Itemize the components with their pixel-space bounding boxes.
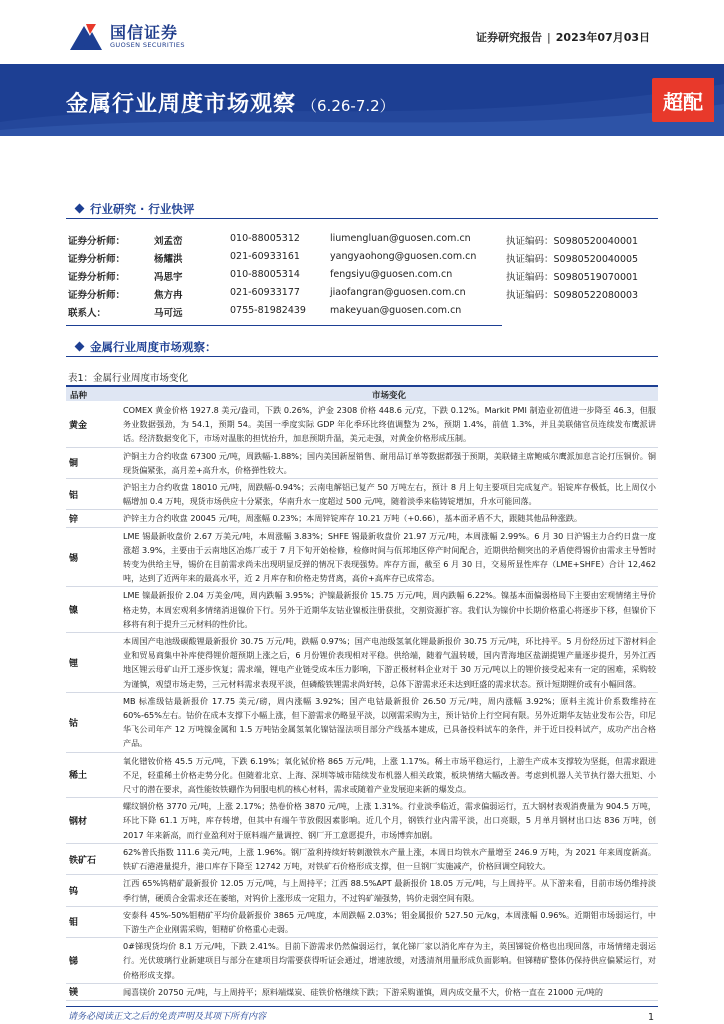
table-row <box>66 448 658 479</box>
table-row <box>66 510 658 527</box>
section-industry-research <box>76 201 194 217</box>
section-title: 金属行业周度市场观察： <box>90 340 217 354</box>
analyst-role: 联系人： <box>68 308 107 319</box>
row-description: LME 镍最新报价 2.04 万美金/吨，周内跌幅 3.95%；沪镍最新报价 15.75 万元/吨，周内跌幅 6.22%。镍基本面偏弱格局下主要由宏观情绪主导价格走势，本周宏观利多情绪消退镍价下行。另外于近期华友钴业镍板注册获批，交割资源扩容。我们认为镍价中长期价格重心将逐步下移，但镍价下移将有利于提升三元材料的性价比。 <box>123 590 656 629</box>
section-market-observation <box>76 339 217 355</box>
brand-name-en: GUOSEN SECURITIES <box>110 41 185 49</box>
analyst-role: 证券分析师： <box>68 272 126 283</box>
analyst-row <box>68 233 668 251</box>
row-description: 江西 65%钨精矿最新报价 12.05 万元/吨，与上周持平；江西 88.5%APT 最新报价 18.05 万元/吨，与上周持平。从下游来看，目前市场仍维持淡季行情，硬质合金需求还在萎缩，对钨价上涨形成一定阻力，不过钨矿端强势，钨价走弱空间有限。 <box>123 878 656 903</box>
table-row <box>66 402 658 448</box>
analyst-role: 证券分析师： <box>68 236 126 247</box>
analyst-license: 执证编码：S0980519070001 <box>506 272 639 283</box>
column-header-category: 品种 <box>70 391 88 401</box>
row-description: COMEX 黄金价格 1927.8 美元/盎司，下跌 0.26%，沪金 2308 价格 448.6 元/克，下跌 0.12%。Markit PMI 制造业初值进一步降至 46.3，但服务业数据强劲，为 54.1，预期 54。美国一季度实际 GDP 年化季环比终值调整为 2%，预期 1.4%，前值 1.3%，并且美联储官员连续发布鹰派讲话。经济数据变化下，市场对温胀的担忧抬升，加息预期升温，美元走强，对黄金价格形成压制。 <box>123 405 656 444</box>
analyst-email[interactable]: jiaofangran@guosen.com.cn <box>330 287 466 298</box>
analyst-row <box>68 305 668 323</box>
analyst-row <box>68 269 668 287</box>
rating-badge: 超配 <box>652 78 714 122</box>
table-row <box>66 633 658 693</box>
analyst-license: 执证编码：S0980520040005 <box>506 254 639 265</box>
analyst-name: 焦方冉 <box>154 290 183 301</box>
row-description: 本周国产电池级碳酸锂最新报价 30.75 万元/吨，跌幅 0.97%；国产电池级氢氧化锂最新报价 30.75 万元/吨，环比持平。5 月份经历过下游材料企业和贸易商集中补库使得锂价超预期上涨之后，6 月份锂价表现相对平稳。供给端，随着气温转暖，国内青海地区盐湖提锂产量逐步提升，另外江西地区锂云母矿山开工逐步恢复；需求端，锂电产业链受成本压力影响，下游正极材料企业对于 30 万元/吨以上的锂价接受起来有一定的困难，采购较为谨慎，观望市场走势，三元材料需求表现平淡，但磷酸铁锂需求尚好转，总体下游需求还未达到旺盛的需求状态。预计短期锂价或有小幅回落。 <box>123 636 656 689</box>
analyst-row <box>68 251 668 269</box>
analyst-license: 执证编码：S0980522080003 <box>506 290 639 301</box>
analyst-phone: 010-88005312 <box>230 233 300 244</box>
diamond-bullet-icon <box>75 204 85 214</box>
analyst-name: 马可远 <box>154 308 183 319</box>
table-row <box>66 753 658 799</box>
analyst-name: 刘孟峦 <box>154 236 183 247</box>
analyst-email[interactable]: makeyuan@guosen.com.cn <box>330 305 462 316</box>
row-category: 稀土 <box>69 771 88 782</box>
report-date: 2023年07月03日 <box>555 31 650 44</box>
guosen-logo-icon <box>66 20 106 54</box>
row-description: 氧化镨钕价格 45.5 万元/吨，下跌 6.19%；氧化铽价格 865 万元/吨，上涨 1.17%。稀土市场平稳运行，上游生产成本支撑较为坚挺，但需求跟进不足，轻重稀土价格走势分化。但随着北京、上海、深圳等城市陆续发布机器人相关政策，板块情绪大幅改善。考虑到机器人关节执行器大扭矩、小尺寸的潜在要求，高性能钕铁硼作为伺服电机的核心材料，需求或随着产业发展迎来新的爆发点。 <box>123 755 656 795</box>
row-description: MB 标准级钴最新报价 17.75 美元/磅，周内涨幅 3.92%；国产电钴最新报价 26.50 万元/吨，周内涨幅 3.92%；原料主流计价系数维持在 60%-65%左右。钴价在成本支撑下小幅上涨，但下游需求仍略显平淡，以刚需采购为主，预计钴价上行空间有限。另外近期华友钴业发布公告，印尼华飞公司年产 12 万吨镍金属和 1.5 万吨钴金属氢氧化镍钴湿法项目部分产线基本建成，已具备投料试车的条件，并于近日投料试产，成功产出合格产品。 <box>123 695 656 749</box>
report-period: （6.26-7.2） <box>302 97 395 115</box>
analyst-phone: 0755-81982439 <box>230 305 306 316</box>
analyst-role: 证券分析师： <box>68 290 126 301</box>
report-type: 证券研究报告 <box>476 31 543 44</box>
row-category: 锌 <box>69 515 79 526</box>
row-description: 安泰科 45%-50%钼精矿平均价最新报价 3865 元/吨度，本周跌幅 2.03%；钼金属报价 527.50 元/kg，本周涨幅 0.96%。近期钼市场弱运行，中下游生产企业刚需采购，钼精矿价格重心走弱。 <box>123 909 656 934</box>
row-description: 螺纹钢价格 3770 元/吨，上涨 2.17%；热卷价格 3870 元/吨，上涨 1.31%。行业淡季临近，需求偏弱运行，五大钢材表观消费量为 904.5 万吨，环比下降 61.1 万吨，库存转增，但其中有端午节放假因素影响。近几个月，钢铁行业内需平淡，出口亮眼，5 月单月钢材出口达 836 万吨，创 2017 年来新高，而行业盈利对于原料端产量调控、钢厂开工意愿提升，市场博弈加剧。 <box>123 801 656 840</box>
row-description: 闻喜镁价 20750 元/吨，与上周持平；原料端煤炭、硅铁价格继续下跌；下游采购谨慎，周内成交量不大，价格一直在 21000 元/吨的 <box>123 986 604 997</box>
analyst-phone: 021-60933177 <box>230 287 300 298</box>
section-title: 行业研究 · 行业快评 <box>90 202 195 216</box>
brand-name-cn: 国信证券 <box>110 23 179 42</box>
row-description: LME 锡最新收盘价 2.67 万美元/吨，本周涨幅 3.83%；SHFE 锡最新收盘价 21.97 万元/吨，本周涨幅 2.99%。6 月 30 日沪锡主力合约日盘一度涨超 3.9%，主要由于云南地区冶炼厂或于 7 月下旬开始检修，检修时间与佤邦地区停产时间配合，近期供给侧突出的矛盾使得锡价由需求主导暂时转变为供给主导，锡价在目前需求尚未出现明显反弹的情况下表现强势。库存方面，截至 6 月 30 日，交易所显性库存（LME+SHFE）合计 12,462 吨，达到了近两年来的最高水平，近 2 月库存和价格走势背离，高价+高库存已成常态。 <box>123 530 656 584</box>
footer-divider <box>66 1006 658 1007</box>
diamond-bullet-icon <box>75 342 85 352</box>
row-description: 沪铝主力合约收盘 18010 元/吨，周跌幅-0.94%；云南电解铝已复产 50 万吨左右，预计 8 月上旬主要项目完成复产。铝锭库存极低，比上周仅小幅增加 0.4 万吨，现货市场供应十分紧张，华南升水一度超过 500 元/吨，随着淡季来临铸锭增加，升水可能回落。 <box>123 482 656 507</box>
table-row <box>66 798 658 844</box>
row-description: 沪铜主力合约收盘 67300 元/吨，周跌幅-1.88%；国内美国新屋销售、耐用品订单等数据都强于预期，美联储主席鲍威尔鹰派加息言论打压铜价。铜现货偏紧张，高月差+高升水，价格弹性较大。 <box>123 450 656 475</box>
row-category: 铜 <box>69 459 79 470</box>
row-category: 钼 <box>69 918 79 929</box>
table-body <box>66 402 658 1005</box>
analyst-email[interactable]: liumengluan@guosen.com.cn <box>330 233 471 244</box>
table-header <box>66 387 658 401</box>
row-category: 锡 <box>69 553 79 564</box>
footer-disclaimer: 请务必阅读正文之后的免责声明及其项下所有内容 <box>68 1012 267 1022</box>
row-category: 镍 <box>69 606 79 617</box>
table-row <box>66 528 658 588</box>
column-header-change: 市场变化 <box>372 391 407 401</box>
table-row <box>66 938 658 984</box>
table-row <box>66 875 658 906</box>
page-number: 1 <box>648 1012 655 1023</box>
table-row <box>66 984 658 1001</box>
analyst-email[interactable]: yangyaohong@guosen.com.cn <box>330 251 477 262</box>
analyst-name: 冯思宇 <box>154 272 183 283</box>
row-category: 镁 <box>69 988 79 999</box>
analyst-role: 证券分析师： <box>68 254 126 265</box>
row-category: 钢材 <box>69 817 88 828</box>
analyst-license: 执证编码：S0980520040001 <box>506 236 639 247</box>
analyst-phone: 021-60933161 <box>230 251 300 262</box>
row-category: 钨 <box>69 887 79 897</box>
row-category: 黄金 <box>69 420 88 431</box>
row-category: 铁矿石 <box>69 855 97 866</box>
table-row <box>66 907 658 938</box>
row-description: 62%普氏指数 111.6 美元/吨，上涨 1.96%。钢厂盈利持续好转刺激铁水产量上涨，本周日均铁水产量增至 246.9 万吨，为 2021 年来周度新高。铁矿石港港量提升，港口库存下降至 12742 万吨，对铁矿石价格形成支撑，但一旦钢厂实施减产，价格回调空间较大。 <box>123 846 656 872</box>
row-category: 锂 <box>69 658 79 669</box>
analyst-list <box>68 233 668 323</box>
section-divider <box>66 218 658 219</box>
section-divider <box>66 356 658 357</box>
report-title <box>66 87 395 118</box>
table-caption: 表1：金属行业周度市场变化 <box>68 373 189 384</box>
table-row <box>66 844 658 875</box>
table-row <box>66 479 658 510</box>
analyst-email[interactable]: fengsiyu@guosen.com.cn <box>330 269 453 280</box>
report-header: 证券研究报告 | 2023年07月03日 <box>476 31 650 44</box>
row-description: 沪锌主力合约收盘 20045 元/吨，周涨幅 0.23%；本周锌锭库存 10.21 万吨（+0.66），基本面矛盾不大，跟随其他品种涨跌。 <box>123 513 583 524</box>
row-category: 钴 <box>69 718 79 729</box>
row-description: 0#锑现货均价 8.1 万元/吨，下跌 2.41%。目前下游需求仍然偏弱运行，氧化锑厂家以消化库存为主，英国锑锭价格也出现回落，市场情绪走弱运行。光伏玻璃行业新建项目与部分在建项目均需要获得听证会通过，增速放缓，对透清剂用量形成负面影响。但锑精矿整体仍保持供应偏紧运行，对价格形成支撑。 <box>123 941 656 980</box>
table-row <box>66 587 658 633</box>
analyst-phone: 010-88005314 <box>230 269 300 280</box>
report-title-text: 金属行业周度市场观察 <box>66 92 297 117</box>
row-category: 锑 <box>69 956 79 967</box>
analyst-divider <box>66 325 502 326</box>
analyst-row <box>68 287 668 305</box>
analyst-name: 杨耀洪 <box>154 254 183 265</box>
row-category: 铝 <box>69 490 79 501</box>
table-row <box>66 693 658 753</box>
